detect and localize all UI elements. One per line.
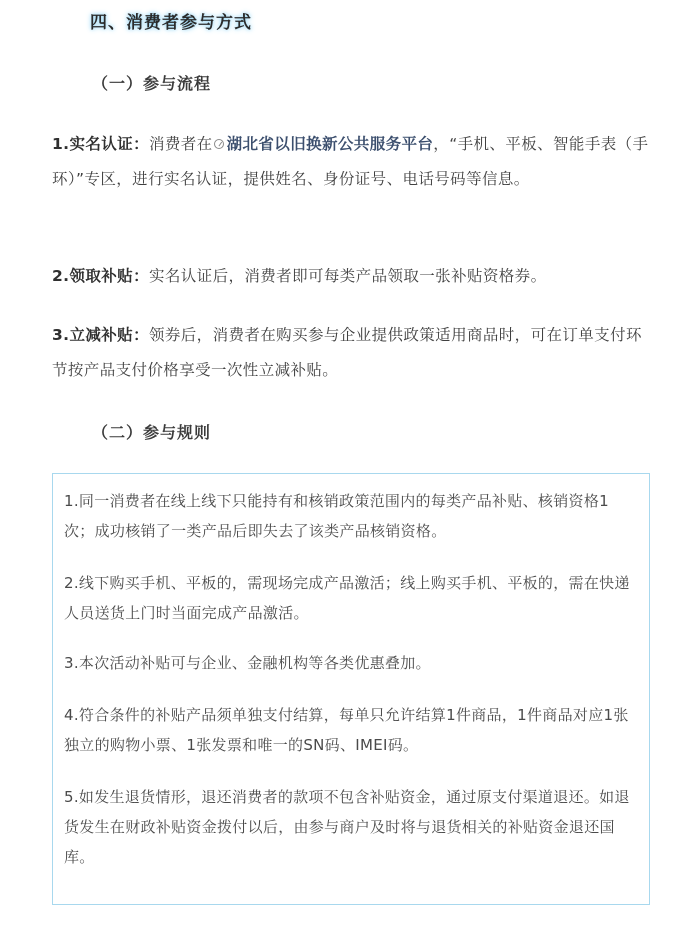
step-label: 2.领取补贴：	[52, 267, 149, 285]
platform-link[interactable]: 湖北省以旧换新公共服务平台	[226, 135, 434, 153]
step-text: ，“手机、平板、智能手表（手环）”专区，进行实名认证，提供姓名、身份证号、电话号码等信息。	[52, 135, 649, 188]
step-text: 实名认证后，消费者即可每类产品领取一张补贴资格券。	[148, 267, 547, 285]
rule-item: 2.线下购买手机、平板的，需现场完成产品激活；线上购买手机、平板的，需在快递人员送货上门时当面完成产品激活。	[64, 574, 630, 622]
rule-item: 1.同一消费者在线上线下只能持有和核销政策范围内的每类产品补贴、核销资格1次；成功核销了一类产品后即失去了该类产品核销资格。	[64, 492, 609, 540]
step-label: 1.实名认证：	[52, 135, 149, 153]
rule-item: 5.如发生退货情形，退还消费者的款项不包含补贴资金，通过原支付渠道退还。如退货发生在财政补贴资金拨付以后，由参与商户及时将与退货相关的补贴资金退还国库。	[64, 788, 630, 866]
step-claim-subsidy	[52, 259, 652, 294]
rules-subtitle: （二）参与规则	[92, 423, 212, 442]
rule-item: 4.符合条件的补贴产品须单独支付结算，每单只允许结算1件商品，1件商品对应1张独立的购物小票、1张发票和唯一的SN码、IMEI码。	[64, 706, 629, 754]
link-icon	[214, 139, 224, 149]
process-subtitle: （一）参与流程	[92, 74, 212, 93]
step-text: 消费者在	[148, 135, 213, 153]
step-label: 3.立减补贴：	[52, 326, 149, 344]
step-text: 领券后，消费者在购买参与企业提供政策适用商品时，可在订单支付环节按产品支付价格享受一次性立减补贴。	[52, 326, 642, 379]
step-instant-discount	[52, 318, 652, 388]
rule-item: 3.本次活动补贴可与企业、金融机构等各类优惠叠加。	[64, 654, 431, 672]
section-title: 四、消费者参与方式	[90, 13, 252, 33]
rules-box	[52, 473, 650, 905]
step-real-name-auth	[52, 127, 652, 197]
